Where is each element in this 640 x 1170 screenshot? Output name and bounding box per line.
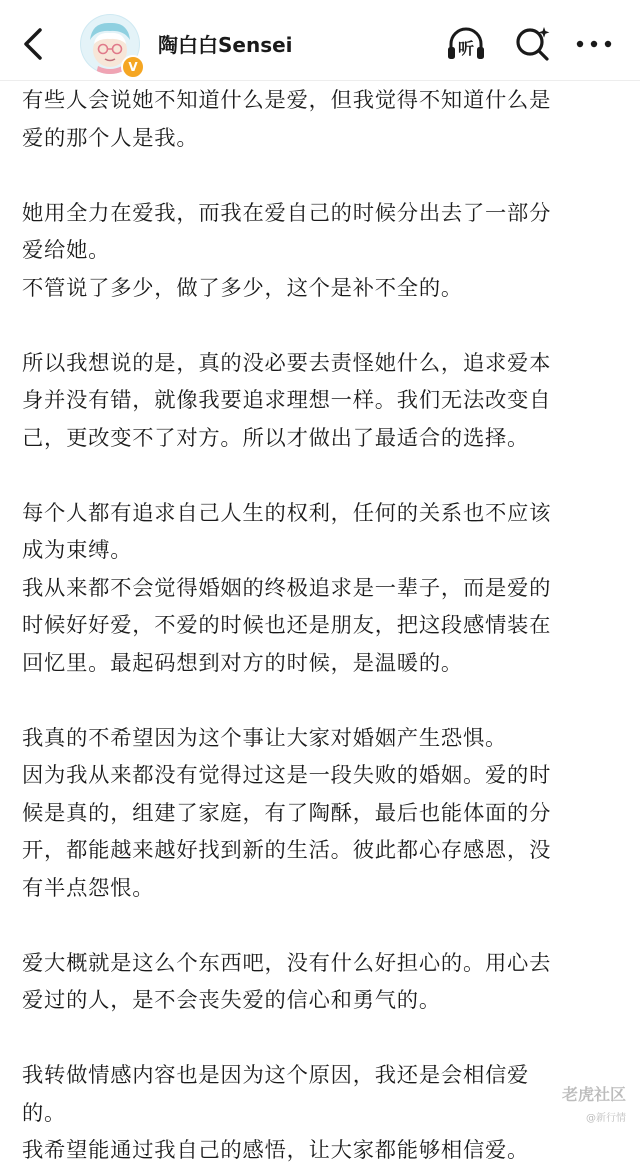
more-icon [572,22,616,66]
paragraph-gap [22,682,622,720]
text-line: 因为我从来都没有觉得过这是一段失败的婚姻。爱的时 [22,763,552,788]
watermark-sub: @新行情 [586,1113,626,1124]
text-line: 每个人都有追求自己人生的权利，任何的关系也不应该 [22,500,552,526]
top-bar [0,0,640,81]
text-line: 成为束缚。 [22,538,133,563]
text-line: 爱过的人，是不会丧失爱的信心和勇气的。 [22,988,441,1013]
text-line: 所以我想说的是，真的没必要去责怪她什么，追求爱本 [22,350,552,376]
watermark-main: 老虎社区 [561,1085,626,1104]
text-line: 爱给她。 [22,238,111,263]
text-line: 她用全力在爱我，而我在爱自己的时候分出去了一部分 [22,200,552,226]
text-line: 有些人会说她不知道什么是爱，但我觉得不知道什么是 [22,88,552,113]
text-line: 爱大概就是这么个东西吧，没有什么好担心的。用心去 [22,950,552,976]
paragraph-gap [22,307,622,345]
post-content [22,82,622,1170]
username[interactable]: 陶白白Sensei [158,33,293,57]
search-button[interactable] [511,22,555,66]
text-line: 我转做情感内容也是因为这个原因，我还是会相信爱 [22,1063,530,1088]
text-line: 时候好好爱，不爱的时候也还是朋友，把这段感情装在 [22,613,552,638]
text-line: 候是真的，组建了家庭，有了陶酥，最后也能体面的分 [22,800,552,826]
back-arrow-icon [18,24,48,64]
text-line: 不管说了多少，做了多少，这个是补不全的。 [22,275,463,301]
text-line: 我真的不希望因为这个事让大家对婚姻产生恐惧。 [22,725,508,751]
text-line: 的。 [22,1100,67,1126]
text-line: 己，更改变不了对方。所以才做出了最适合的选择。 [22,425,530,451]
more-button[interactable] [572,22,616,66]
paragraph-gap [22,457,622,495]
search-icon [511,22,555,66]
avatar[interactable] [80,14,140,74]
paragraph-gap [22,1020,622,1058]
text-line: 开，都能越来越好找到新的生活。彼此都心存感恩，没 [22,838,552,863]
verified-badge: V [121,55,145,79]
listen-glyph: 听 [457,39,475,58]
watermark [562,1082,626,1124]
text-line: 有半点怨恨。 [22,875,155,901]
text-line: 我从来都不会觉得婚姻的终极追求是一辈子，而是爱的 [22,575,552,601]
paragraph-gap [22,157,622,195]
text-line: 我希望能通过我自己的感悟，让大家都能够相信爱。 [22,1138,530,1163]
text-line: 回忆里。最起码想到对方的时候，是温暖的。 [22,650,463,676]
back-button[interactable] [18,24,48,64]
listen-icon [444,22,488,66]
paragraph-gap [22,907,622,945]
listen-button[interactable] [444,22,488,66]
text-line: 身并没有错，就像我要追求理想一样。我们无法改变自 [22,388,552,413]
text-line: 爱的那个人是我。 [22,125,199,151]
